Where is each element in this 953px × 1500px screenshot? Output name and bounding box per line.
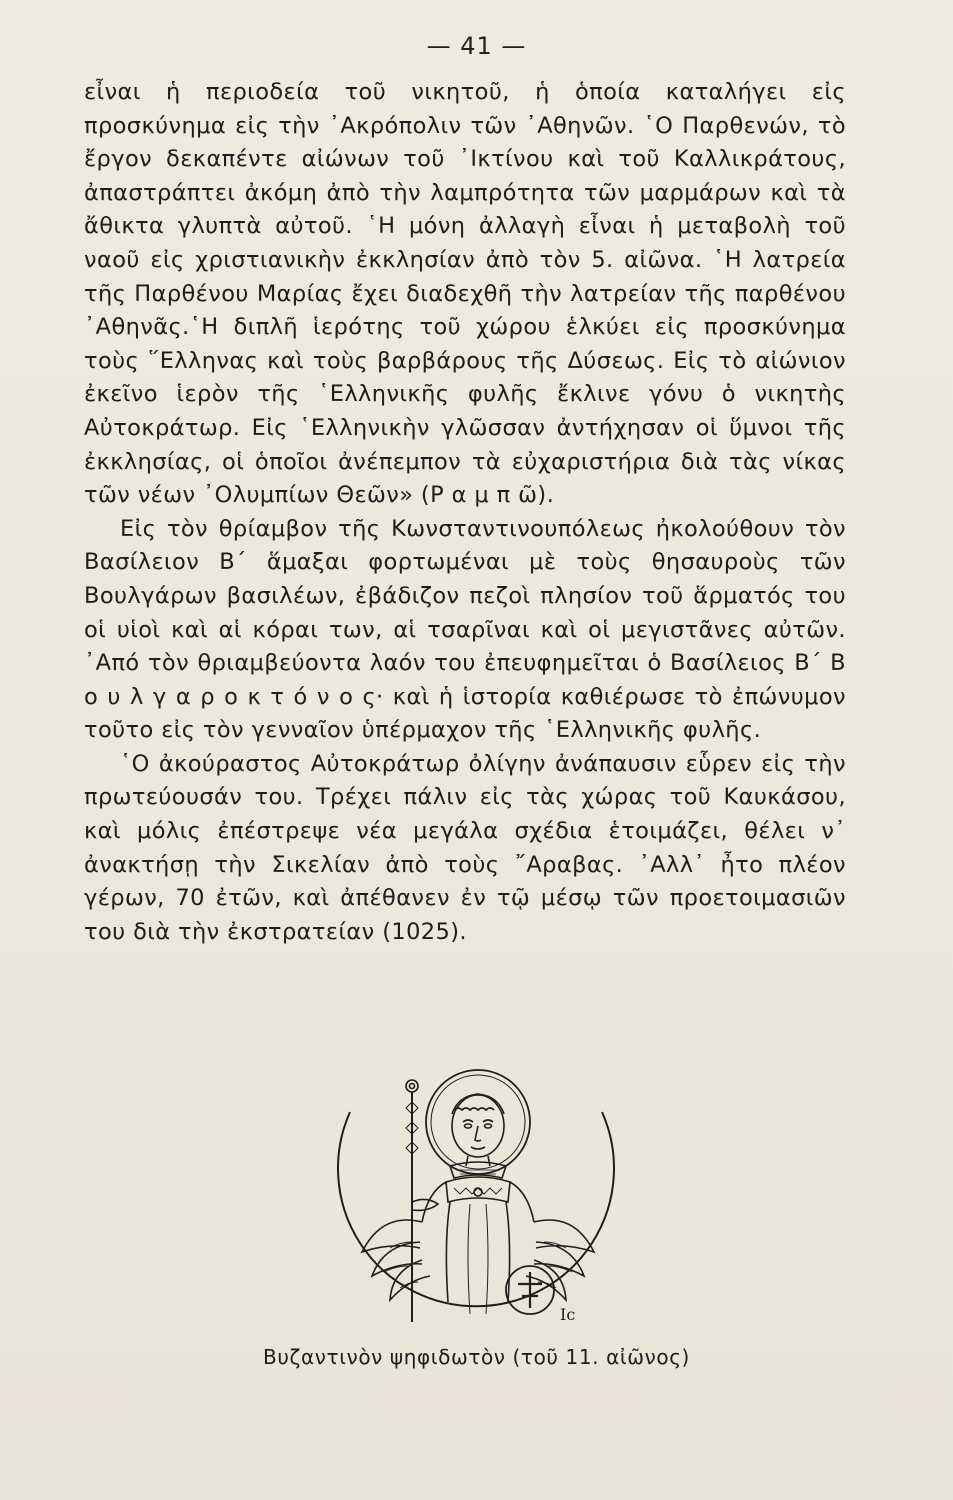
body-text bbox=[84, 76, 846, 949]
paragraph-3: ῾Ο ἀκούραστος Αὐτοκράτωρ ὀλίγην ἀνάπαυσιν εὗρεν εἰς τὴν πρωτεύουσάν του. Τρέχει πάλιν εἰς τὰς χώρας τοῦ Καυκάσου, καὶ μόλις ἐπέστρεψε νέα μεγάλα σχέδια ἑτοιμάζει, θέλει ν᾿ ἀνακτήσῃ τὴν Σικελίαν ἀπὸ τοὺς ῎Αραβας. ᾿Αλλ᾿ ἦτο πλέον γέρων, 70 ἐτῶν, καὶ ἀπέθανεν ἐν τῷ μέσῳ τῶν προετοιμασιῶν του διὰ τὴν ἐκστρατείαν (1025). bbox=[84, 750, 846, 945]
archangel-mosaic-icon bbox=[320, 1052, 632, 1352]
figure-caption: Βυζαντινὸν ψηφιδωτὸν (τοῦ 11. αἰῶνος) bbox=[263, 1345, 690, 1369]
mosaic-illustration bbox=[320, 1052, 632, 1352]
paragraph-2: Εἰς τὸν θρίαμβον τῆς Κωνσταντινουπόλεως ἠκολούθουν τὸν Βασίλειον Β΄ ἅμαξαι φορτωμέναι μὲ τοὺς θησαυροὺς τῶν Βουλγάρων βασιλέων, ἐβάδιζον πεζοὶ πλησίον τοῦ ἅρματός του οἱ υἱοὶ καὶ αἱ κόραι των, αἱ τσαρῖναι καὶ οἱ μεγιστᾶνες αὐτῶν. ᾿Από τὸν θριαμβεύοντα λαόν του ἐπευφημεῖται ὁ Βασίλειος Β΄ Β ο υ λ γ α ρ ο κ τ ό ν ο ς· καὶ ἡ ἱστορία καθιέρωσε τὸ ἐπώνυμον τοῦτο εἰς τὸν γενναῖον ὑπέρμαχον τῆς ῾Ελληνικῆς φυλῆς. bbox=[84, 515, 846, 744]
page-number: — 41 — bbox=[426, 32, 527, 60]
initials-label: Ιϲ bbox=[560, 1305, 576, 1324]
paragraph-1: εἶναι ἡ περιοδεία τοῦ νικητοῦ, ἡ ὁποία καταλήγει εἰς προσκύνημα εἰς τὴν ᾿Ακρόπολιν τῶν ᾿Αθηνῶν. ῾Ο Παρθενών, τὸ ἔργον δεκαπέντε αἰώνων τοῦ ᾿Ικτίνου καὶ τοῦ Καλλικράτους, ἀπαστράπτει ἀκόμη ἀπὸ τὴν λαμπρότητα τῶν μαρμάρων καὶ τὰ ἄθικτα γλυπτὰ αὐτοῦ. ῾Η μόνη ἀλλαγὴ εἶναι ἡ μεταβολὴ τοῦ ναοῦ εἰς χριστιανικὴν ἐκκλησίαν ἀπὸ τὸν 5. αἰῶνα. ῾Η λατρεία τῆς Παρθένου Μαρίας ἔχει διαδεχθῆ τὴν λατρείαν τῆς παρθένου ᾿Αθηνᾶς.῾Η διπλῆ ἱερότης τοῦ χώρου ἑλκύει εἰς προσκύνημα τοὺς ῞Ελληνας καὶ τοὺς βαρβάρους τῆς Δύσεως. Εἰς τὸ αἰώνιον ἐκεῖνο ἱερὸν τῆς ῾Ελληνικῆς φυλῆς ἔκλινε γόνυ ὁ νικητὴς Αὐτοκράτωρ. Εἰς ῾Ελληνικὴν γλῶσσαν ἀντήχησαν οἱ ὕμνοι τῆς ἐκκλησίας, οἱ ὁποῖοι ἀνέπεμπον τὰ εὐχαριστήρια διὰ τὰς νίκας τῶν νέων ᾿Ολυμπίων Θεῶν» (Ρ α μ π ῶ). bbox=[84, 79, 846, 509]
